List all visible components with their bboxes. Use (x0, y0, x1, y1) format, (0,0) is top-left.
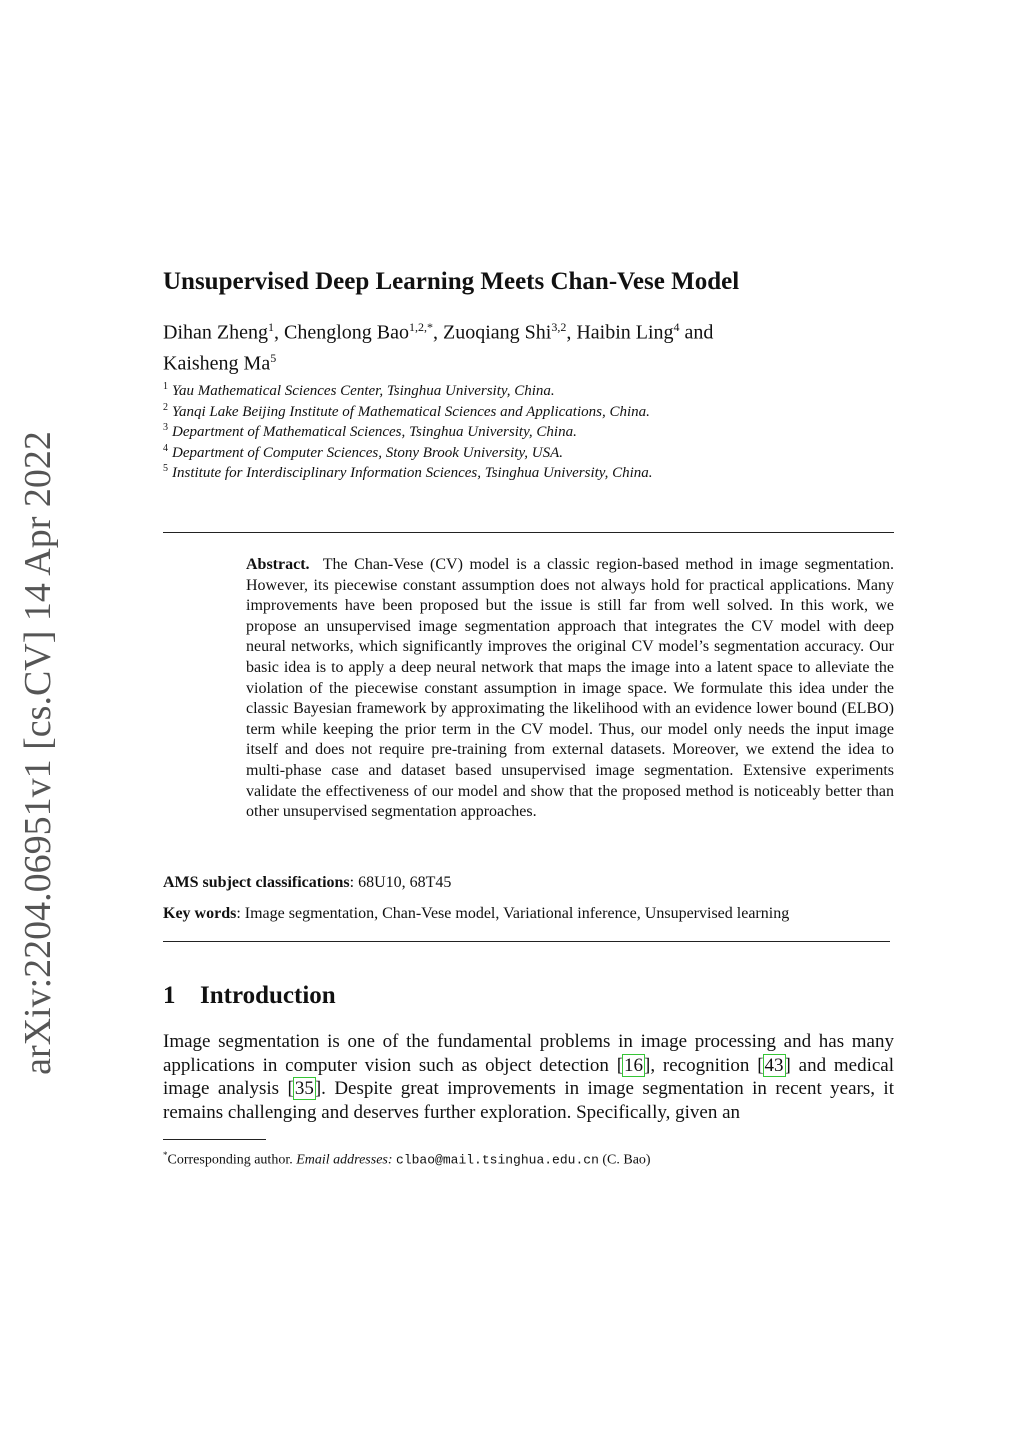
keywords-label: Key words (163, 905, 237, 922)
abstract (246, 555, 894, 823)
abstract-label: Abstract. (246, 556, 310, 573)
ams-value: : 68U10, 68T45 (349, 874, 452, 891)
arxiv-identifier: arXiv:2204.06951v1 [cs.CV] 14 Apr 2022 (17, 431, 59, 1075)
author-list (163, 315, 893, 376)
affiliation-item (163, 398, 893, 419)
ams-classifications (163, 874, 903, 892)
author-separator: and (679, 321, 714, 344)
footnote-email-link[interactable]: clbao@mail.tsinghua.edu.cn (396, 1152, 599, 1168)
affiliation-text: Institute for Interdisciplinary Information Sciences, Tsinghua University, China. (172, 465, 653, 481)
author-affiliation-mark: 1,2,* (408, 320, 433, 334)
author-separator: , (566, 321, 577, 344)
ams-label: AMS subject classifications (163, 874, 350, 891)
affiliation-number: 4 (163, 442, 168, 454)
affiliation-text: Yau Mathematical Sciences Center, Tsinghua University, China. (172, 383, 555, 399)
keywords-value: : Image segmentation, Chan-Vese model, Variational inference, Unsupervised learning (236, 905, 790, 922)
affiliation-number: 1 (163, 381, 168, 392)
body-text: ]. Despite great improvements in image segmentation in recent years, it remains challenging and deserves further exploration. Specifically, given an (163, 1078, 894, 1123)
footnote (163, 1150, 894, 1169)
citation-link[interactable]: 16 (624, 1054, 644, 1076)
footnote-divider (163, 1139, 266, 1140)
affiliation-item (163, 377, 893, 398)
body-text: ] and medical image analysis [ (163, 1054, 894, 1099)
arxiv-identifier-sidebar (17, 431, 59, 1075)
introduction-paragraph (163, 1030, 894, 1124)
citation-link[interactable]: 35 (294, 1078, 314, 1099)
author-affiliation-mark: 3,2 (551, 320, 567, 334)
author-affiliation-mark: 5 (270, 350, 277, 365)
keywords (163, 905, 903, 923)
affiliation-item (163, 439, 893, 460)
affiliation-text: Department of Mathematical Sciences, Tsinghua University, China. (172, 424, 577, 440)
footnote-mark: * (163, 1150, 168, 1160)
author-separator: , (432, 321, 443, 344)
author-name: Dihan Zheng (163, 321, 268, 344)
abstract-bottom-divider (163, 941, 890, 942)
citation-link[interactable]: 43 (764, 1054, 784, 1076)
section-heading (163, 982, 336, 1010)
affiliation-text: Yanqi Lake Beijing Institute of Mathematical Sciences and Applications, China. (172, 403, 650, 420)
affiliation-item (163, 459, 893, 480)
affiliation-number: 3 (163, 422, 168, 433)
affiliation-list (163, 377, 893, 480)
body-text: ], recognition [ (644, 1054, 764, 1076)
affiliation-item (163, 418, 893, 439)
author-name: Chenglong Bao (283, 321, 409, 344)
body-text: Image segmentation is one of the fundamental problems in image processing and has many applications in computer vision such as object detection [ (163, 1031, 894, 1076)
abstract-top-divider (163, 532, 894, 533)
author-affiliation-mark: 1 (267, 320, 274, 334)
author-name: Haibin Ling (576, 321, 674, 344)
affiliation-number: 2 (163, 401, 168, 413)
author-separator: , (273, 321, 284, 344)
author-name: Zuoqiang Shi (442, 321, 552, 344)
author-affiliation-mark: 4 (673, 320, 680, 334)
footnote-suffix: (C. Bao) (598, 1152, 651, 1168)
author-name: Kaisheng Ma (163, 352, 271, 375)
footnote-email-label: Email addresses: (296, 1152, 393, 1168)
section-number: 1 (163, 982, 176, 1009)
section-title: Introduction (200, 982, 336, 1009)
abstract-text: The Chan-Vese (CV) model is a classic region-based method in image segmentation. However, its piecewise constant assumption does not always hold for practical applications. Many improvements have been proposed but the issue is still far from well solved. In this work, we propose an unsupervised image segmentation approach that integrates the CV model with deep neural networks, which significantly improves the original CV model’s segmentation accuracy. Our basic idea is to apply a deep neural network that maps the image into a latent space to alleviate the violation of the piecewise constant assumption in image space. We formulate this idea under the classic Bayesian framework by approximating the likelihood with an evidence lower bound (ELBO) term while keeping the prior term in the CV model. Thus, our model only needs the input image itself and does not require pre-training from external datasets. Moreover, we extend the idea to multi-phase case and dataset based unsupervised image segmentation. Extensive experiments validate the effectiveness of our model and show that the proposed method is noticeably better than other unsupervised segmentation approaches. (246, 556, 894, 821)
affiliation-text: Department of Computer Sciences, Stony Brook University, USA. (172, 444, 564, 461)
paper-title: Unsupervised Deep Learning Meets Chan-Vese Model (163, 268, 740, 295)
affiliation-number: 5 (163, 463, 168, 474)
footnote-text: Corresponding author. (167, 1152, 297, 1168)
